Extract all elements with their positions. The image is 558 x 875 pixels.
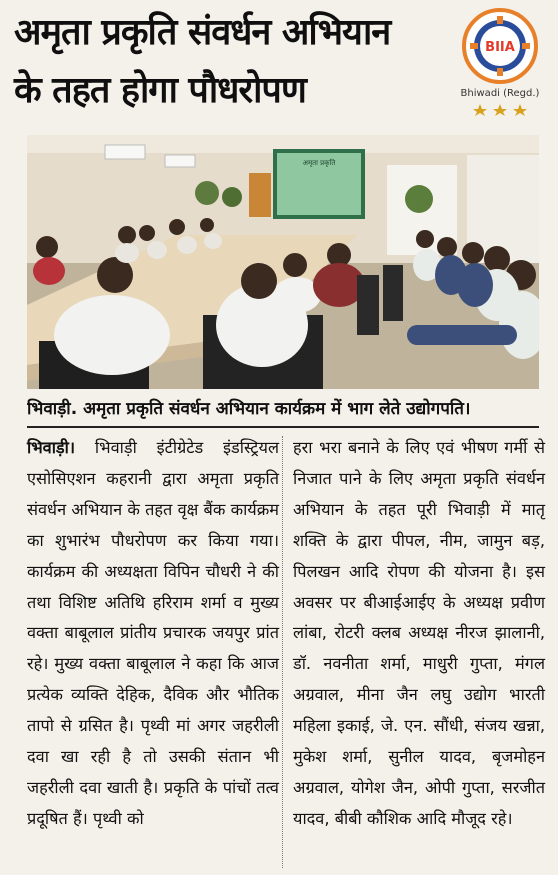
screen-title: अमृता प्रकृति [302, 159, 336, 167]
logo-mark: BIIA [485, 40, 515, 55]
event-photo [27, 135, 539, 389]
headline-line-1: अमृता प्रकृति संवर्धन अभियान [14, 12, 391, 53]
logo-caption: Bhiwadi (Regd.) [460, 88, 540, 99]
association-logo [450, 6, 550, 116]
article-body-right: हरा भरा बनाने के लिए एवं भीषण गर्मी से निजात पाने के लिए अमृता प्रकृति संवर्धन अभियान के तहत पूरी भिवाड़ी में मातृ शक्ति के द्वारा पीपल, नीम, जामुन बड़, पिलखन आदि रोपण की योजना है। इस अवसर पर बीआईआईए के अध्यक्ष प्रवीण लांबा, रोटरी क्लब अध्यक्ष नीरज झालानी, डॉ. नवनीता शर्मा, माधुरी गुप्ता, मंगल अग्रवाल, मीना जैन लघु उद्योग भारती महिला इकाई, जे. एन. सौंधी, संजय खन्ना, मुकेश शर्मा, सुनील यादव, बृजमोहन अग्रवाल, योगेश जैन, ओपी गुप्ता, सरजीत यादव, बीबी कौशिक आदि मौजूद रहे। [293, 438, 545, 828]
article-column-right [293, 433, 545, 835]
photo-caption: भिवाड़ी. अमृता प्रकृति संवर्धन अभियान कार्यक्रम में भाग लेते उद्योगपति। [27, 392, 539, 428]
article-column-left [27, 433, 279, 835]
biia-logo-icon [450, 6, 550, 88]
article-body-left: भिवाड़ी इंटीग्रेटेड इंडस्ट्रियल एसोसिएशन कहरानी द्वारा अमृता प्रकृति संवर्धन अभियान के तहत वृक्ष बैंक कार्यक्रम का शुभारंभ पौधरोपण कर किया गया। कार्यक्रम की अध्यक्षता विपिन चौधरी ने की तथा विशिष्ट अतिथि हरिराम शर्मा व मुख्य वक्ता बाबूलाल प्रांतीय प्रचारक जयपुर प्रांत रहे। मुख्य वक्ता बाबूलाल ने कहा कि आज प्रत्येक व्यक्ति देहिक, दैविक और भौतिक तापो से ग्रसित है। पृथ्वी मां अगर जहरीली दवा खा रही है तो उसकी संतान भी जहरीली दवा खाती है। प्रकृति के पांचों तत्व प्रदूषित हैं। पृथ्वी को [27, 438, 279, 828]
headline [14, 4, 454, 120]
meeting-photo-icon [27, 135, 539, 389]
article-text-left [27, 433, 279, 835]
headline-line-2: के तहत होगा पौधरोपण [14, 70, 306, 111]
stars-icon [450, 102, 550, 116]
column-divider [282, 436, 284, 868]
dateline: भिवाड़ी। [27, 438, 76, 457]
